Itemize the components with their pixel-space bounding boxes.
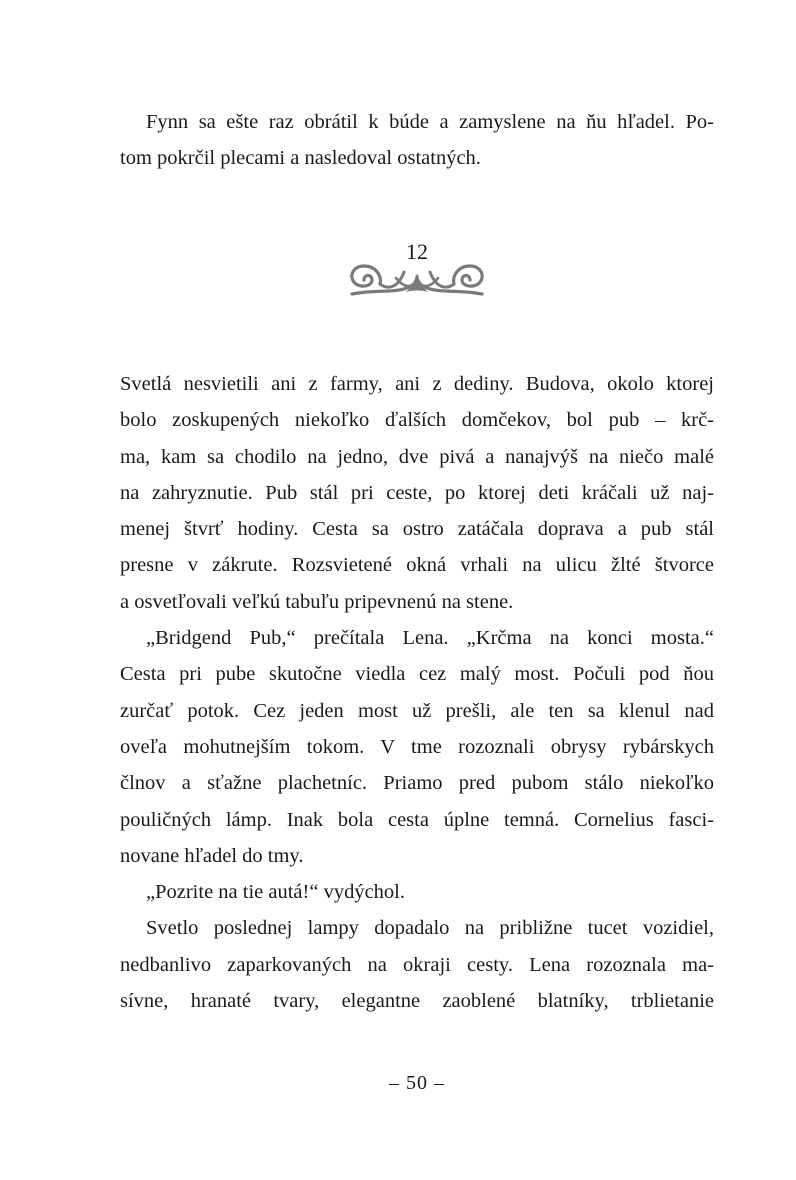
text-line: nedbanlivo zaparkovaných na okraji cesty. Lena rozoznala ma- (120, 953, 714, 976)
text-line: menej štvrť hodiny. Cesta sa ostro zatáčala doprava a pub stál (120, 518, 714, 541)
text-line: na zahryznutie. Pub stál pri ceste, po ktorej deti kráčali už naj- (120, 481, 714, 504)
text-line: Svetlá nesvietili ani z farmy, ani z dediny. Budova, okolo ktorej (120, 373, 714, 395)
text-line: „Pozrite na tie autá!“ vydýchol. (146, 881, 405, 904)
body-text (120, 366, 714, 1019)
page-number: – 50 – (389, 1072, 445, 1094)
text-line: člnov a sťažne plachetníc. Priamo pred pubom stálo niekoľko (120, 772, 714, 795)
text-line: Svetlo poslednej lampy dopadalo na približne tucet vozidiel, (146, 917, 714, 940)
text-line: bolo zoskupených niekoľko ďalších domčekov, bol pub – krč- (120, 409, 714, 432)
text-line: Fynn sa ešte raz obrátil k búde a zamyslene na ňu hľadel. Po- (146, 111, 714, 133)
text-line: Cesta pri pube skutočne viedla cez malý most. Počuli pod ňou (120, 663, 714, 686)
top-paragraph (120, 104, 714, 177)
text-line: presne v zákrute. Rozsvietené okná vrhali na ulicu žlté štvorce (120, 554, 714, 577)
text-line: sívne, hranaté tvary, elegantne zaoblené blatníky, trblietanie (120, 990, 714, 1013)
book-page (120, 0, 714, 1180)
text-line: zurčať potok. Cez jeden most už prešli, ale ten sa klenul nad (120, 699, 714, 722)
text-line: novane hľadel do tmy. (120, 844, 304, 867)
text-line: a osvetľovali veľkú tabuľu pripevnenú na stene. (120, 590, 514, 613)
text-line: tom pokrčil plecami a nasledoval ostatných. (120, 147, 481, 170)
chapter-heading (344, 238, 490, 300)
text-line: „Bridgend Pub,“ prečítala Lena. „Krčma na konci mosta.“ (146, 627, 714, 650)
text-line: pouličných lámp. Inak bola cesta úplne temná. Cornelius fasci- (120, 808, 714, 831)
text-line: ma, kam sa chodilo na jedno, dve pivá a nanajvýš na niečo malé (120, 445, 714, 468)
text-line: oveľa mohutnejším tokom. V tme rozoznali obrysy rybárskych (120, 735, 714, 758)
chapter-number: 12 (406, 239, 428, 264)
